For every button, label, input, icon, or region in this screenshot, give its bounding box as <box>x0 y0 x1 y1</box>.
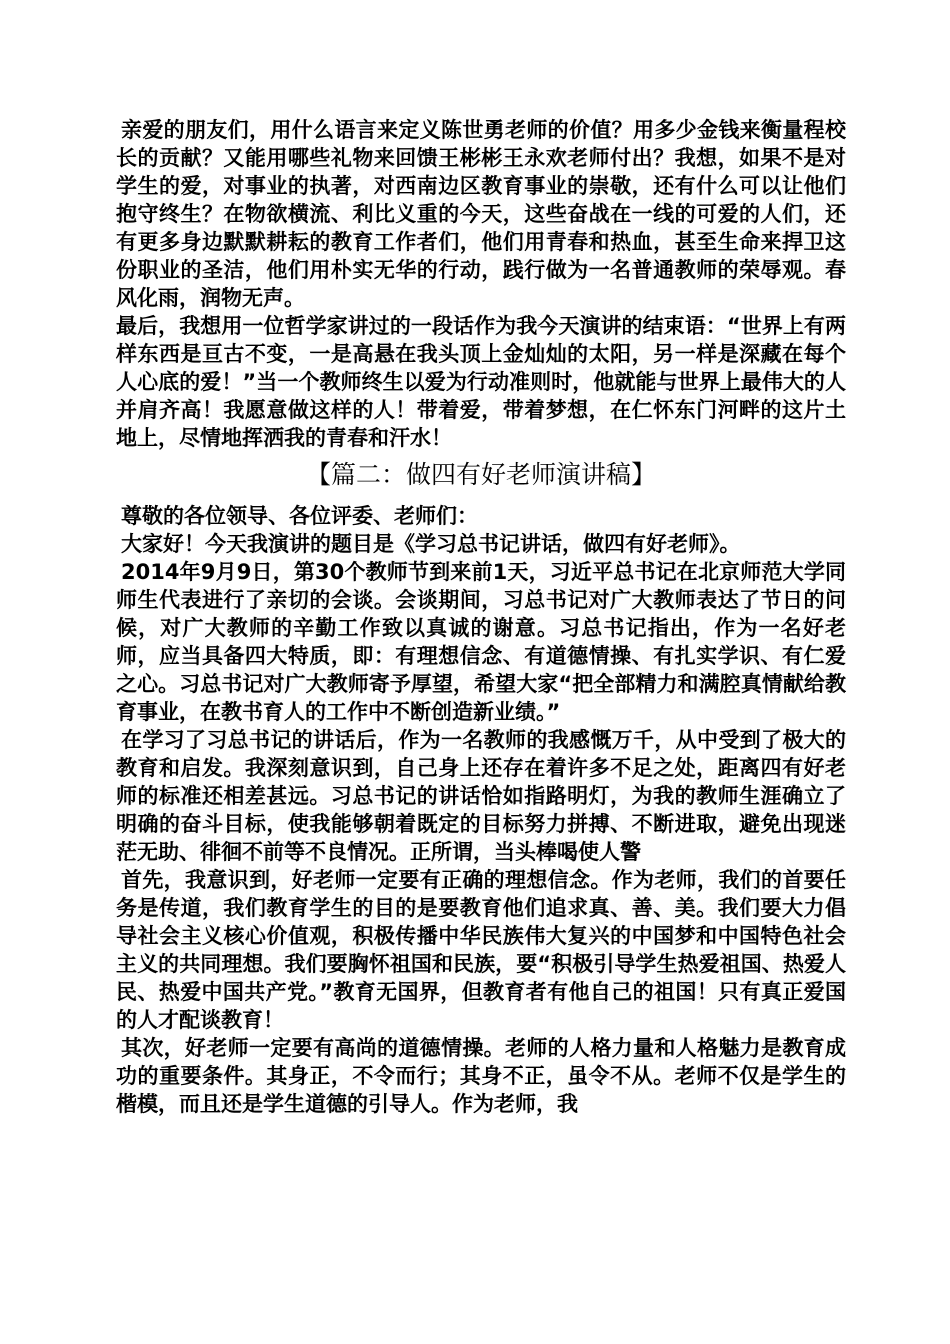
document-page <box>116 116 846 1118</box>
section-title: 【篇二：做四有好老师演讲稿】 <box>305 460 656 489</box>
paragraph-salutation: 尊敬的各位领导、各位评委、老师们： <box>121 504 478 528</box>
paragraph-dear-friends: 亲爱的朋友们，用什么语言来定义陈世勇老师的价值？用多少金钱来衡量程校长的贡献？又能用哪些礼物来回馈王彬彬王永欢老师付出？我想，如果不是对学生的爱，对事业的执著，对西南边区教育事业的崇敬，还有什么可以让他们抱守终生？在物欲横流、利比义重的今天，这些奋战在一线的可爱的人们，还有更多身边默默耕耘的教育工作者们，他们用青春和热血，甚至生命来捍卫这份职业的圣洁，他们用朴实无华的行动，践行做为一名普通教师的荣辱观。春风化雨，润物无声。 <box>116 118 846 310</box>
paragraph-closing-remarks: 最后，我想用一位哲学家讲过的一段话作为我今天演讲的结束语：“世界上有两样东西是亘古不变，一是高悬在我头顶上金灿灿的太阳，另一样是深藏在每个人心底的爱！”当一个教师终生以爱为行动准则时，他就能与世界上最伟大的人并肩齐高！我愿意做这样的人！带着爱，带着梦想，在仁怀东门河畔的这片土地上，尽情地挥洒我的青春和汗水！ <box>116 314 846 450</box>
paragraph-second-point: 其次，好老师一定要有高尚的道德情操。老师的人格力量和人格魅力是教育成功的重要条件。其身正，不令而行；其身不正，虽令不从。老师不仅是学生的楷模，而且还是学生道德的引导人。作为老师，我 <box>116 1036 846 1116</box>
paragraph-first-point: 首先，我意识到，好老师一定要有正确的理想信念。作为老师，我们的首要任务是传道，我们教育学生的目的是要教育他们追求真、善、美。我们要大力倡导社会主义核心价值观，积极传播中华民族伟大复兴的中国梦和中国特色社会主义的共同理想。我们要胸怀祖国和民族，要“积极引导学生热爱祖国、热爱人民、热爱中国共产党。”教育无国界，但教育者有他自己的祖国！只有真正爱国的人才配谈教育！ <box>116 868 846 1032</box>
paragraph-greeting: 大家好！今天我演讲的题目是《学习总书记讲话，做四有好老师》。 <box>121 532 741 556</box>
paragraph-teachers-day: 2014年9月9日，第30个教师节到来前1天，习近平总书记在北京师范大学同师生代表进行了亲切的会谈。会谈期间，习总书记对广大教师表达了节日的问候，对广大教师的辛勤工作致以真诚的谢意。习总书记指出，作为一名好老师，应当具备四大特质，即：有理想信念、有道德情操、有扎实学识、有仁爱之心。习总书记对广大教师寄予厚望，希望大家“把全部精力和满腔真情献给教育事业，在教书育人的工作中不断创造新业绩。” <box>116 560 846 724</box>
paragraph-reflection: 在学习了习总书记的讲话后，作为一名教师的我感慨万千，从中受到了极大的教育和启发。我深刻意识到，自己身上还存在着许多不足之处，距离四有好老师的标准还相差甚远。习总书记的讲话恰如指路明灯，为我的教师生涯确立了明确的奋斗目标，使我能够朝着既定的目标努力拼搏、不断进取，避免出现迷茫无助、徘徊不前等不良情况。正所谓，当头棒喝使人警 <box>116 728 846 864</box>
